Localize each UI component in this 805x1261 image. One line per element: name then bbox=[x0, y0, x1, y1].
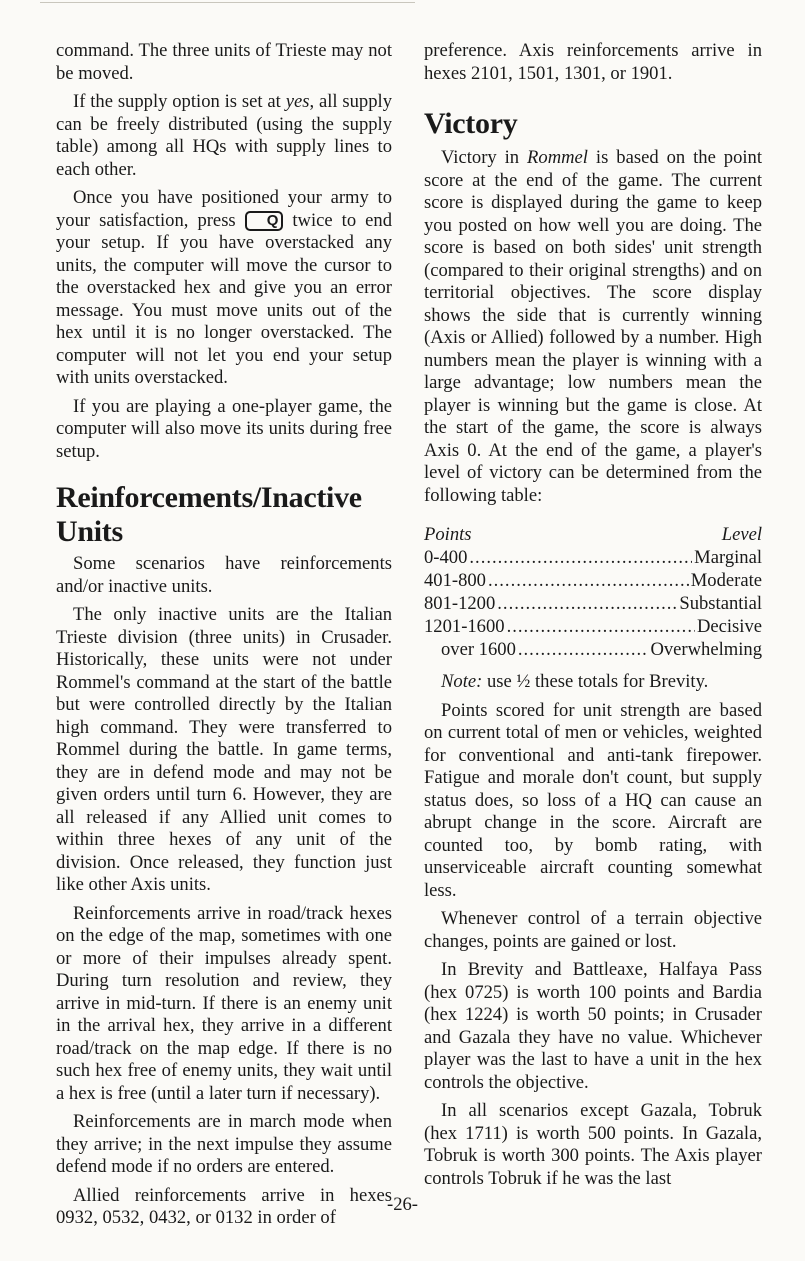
left-paragraph-1: command. The three units of Trieste may not be moved. bbox=[56, 40, 392, 84]
tobruk-paragraph: In all scenarios except Gazala, Tobruk (hex 1711) is worth 500 points. In Gazala, Tobruk is worth 300 points. The Axis player controls Tobruk if he was the last bbox=[424, 1100, 762, 1189]
row-level: Substantial bbox=[679, 593, 762, 614]
note-text: use ½ these totals for Brevity. bbox=[482, 671, 709, 692]
text-span: is based on the point score at the end of the game. The current score is displayed during the game to keep you posted on how well you are doing. The score is based on both sides' unit strength (compared to their original strengths) and on territorial objectives. The score display shows the side that is currently winning (Axis or Allied) followed by a number. High numbers mean the player is winning with a large advantage; low numbers mean the player is winning but the game is close. At the start of the game, the score is always Axis 0. At the end of the game, a player's level of victory can be determined from the following table: bbox=[424, 147, 762, 506]
unit-strength-paragraph: Points scored for unit strength are based on current total of men or vehicles, weighted for conventional and anti-tank firepower. Fatigue and morale don't count, but supply status does, so loss of a HQ can cause an abrupt change in the score. Aircraft are counted too, by bomb rating, with unserviceable aircraft counting somewhat less. bbox=[424, 699, 762, 901]
top-rule bbox=[40, 2, 415, 3]
axis-reinforcements-paragraph: preference. Axis reinforcements arrive in hexes 2101, 1501, 1301, or 1901. bbox=[424, 40, 762, 84]
supply-option-paragraph bbox=[56, 91, 392, 181]
allied-reinforcements-paragraph: Allied reinforcements arrive in hexes 0932, 0532, 0432, or 0132 in order of bbox=[56, 1184, 392, 1228]
page-number: -26- bbox=[387, 1194, 418, 1215]
text-span: Victory in bbox=[441, 147, 528, 168]
table-row bbox=[424, 638, 762, 661]
dot-leader bbox=[488, 569, 689, 592]
q-key-icon: Q bbox=[245, 211, 284, 231]
header-points: Points bbox=[424, 524, 472, 545]
row-points: over 1600 bbox=[441, 639, 516, 660]
table-header bbox=[424, 523, 762, 546]
row-points: 401-800 bbox=[424, 570, 486, 591]
victory-levels-table bbox=[424, 523, 762, 661]
table-row bbox=[424, 592, 762, 615]
row-level: Moderate bbox=[690, 570, 762, 591]
reinforcements-heading: Reinforcements/Inactive Units bbox=[56, 481, 362, 548]
inactive-units-paragraph: The only inactive units are the Italian Trieste division (three units) in Crusader. Historically, these units were not under Rommel's command at the start of the battle but were controlled directly by the Italian high command. They were transferred to Rommel during the battle. In game terms, they are in defend mode and may not be given orders until turn 6. However, they are all released if any Allied unit comes to within three hexes of any unit of the division. Once released, they function just like other Axis units. bbox=[56, 604, 392, 895]
row-points: 1201-1600 bbox=[424, 616, 505, 637]
emphasis-yes: yes bbox=[285, 91, 310, 112]
reinforcements-arrive-paragraph: Reinforcements arrive in road/track hexes on the edge of the map, sometimes with one or more of their impulses already spent. During turn resolution and review, they arrive in mid-turn. If there is an enemy unit in the arrival hex, they arrive in a different road/track on the map edge. If there is no such hex free of enemy units, they wait until a hex is free (until a later turn if necessary). bbox=[56, 902, 392, 1104]
text-span: twice to end your setup. If you have overstacked any units, the computer will move the cursor to the overstacked hex and give you an error message. You must move units out of the hex until it is no longer overstacked. The computer will not let you end your setup with units overstacked. bbox=[56, 209, 392, 388]
emphasis-rommel: Rommel bbox=[527, 147, 588, 168]
row-level: Marginal bbox=[694, 547, 762, 568]
dot-leader bbox=[507, 615, 695, 638]
terrain-objective-paragraph: Whenever control of a terrain objective changes, points are gained or lost. bbox=[424, 908, 762, 952]
text-span: , all supply can be freely distributed (using the supply table) among all HQs with supply lines to each other. bbox=[56, 91, 392, 180]
table-row bbox=[424, 615, 762, 638]
left-column bbox=[56, 40, 392, 1236]
scenarios-paragraph: Some scenarios have reinforcements and/or inactive units. bbox=[56, 553, 392, 597]
dot-leader bbox=[497, 592, 677, 615]
note-label: Note: bbox=[441, 671, 483, 692]
brevity-note bbox=[424, 671, 762, 694]
one-player-paragraph: If you are playing a one-player game, the computer will also move its units during free setup. bbox=[56, 395, 392, 462]
row-level: Overwhelming bbox=[650, 639, 762, 660]
row-points: 801-1200 bbox=[424, 593, 496, 614]
halfaya-bardia-paragraph: In Brevity and Battleaxe, Halfaya Pass (hex 0725) is worth 100 points and Bardia (hex 1224) is worth 50 points; in Crusader and Gazala they have no value. Whichever player was the last to have a unit in the hex controls the objective. bbox=[424, 959, 762, 1093]
header-level: Level bbox=[721, 524, 762, 545]
table-row bbox=[424, 546, 762, 569]
dot-leader bbox=[469, 546, 692, 569]
victory-heading: Victory bbox=[424, 107, 518, 140]
row-points: 0-400 bbox=[424, 547, 468, 568]
march-mode-paragraph: Reinforcements are in march mode when they arrive; in the next impulse they assume defend mode if no orders are entered. bbox=[56, 1111, 392, 1177]
dot-leader bbox=[518, 638, 649, 661]
text-span: Once you have positioned your army to your satisfaction, press bbox=[56, 187, 392, 231]
row-level: Decisive bbox=[696, 616, 762, 637]
victory-paragraph bbox=[424, 147, 762, 507]
table-row bbox=[424, 569, 762, 592]
text-span: If the supply option is set at bbox=[73, 91, 286, 112]
right-column bbox=[424, 40, 762, 1196]
setup-paragraph bbox=[56, 187, 392, 390]
